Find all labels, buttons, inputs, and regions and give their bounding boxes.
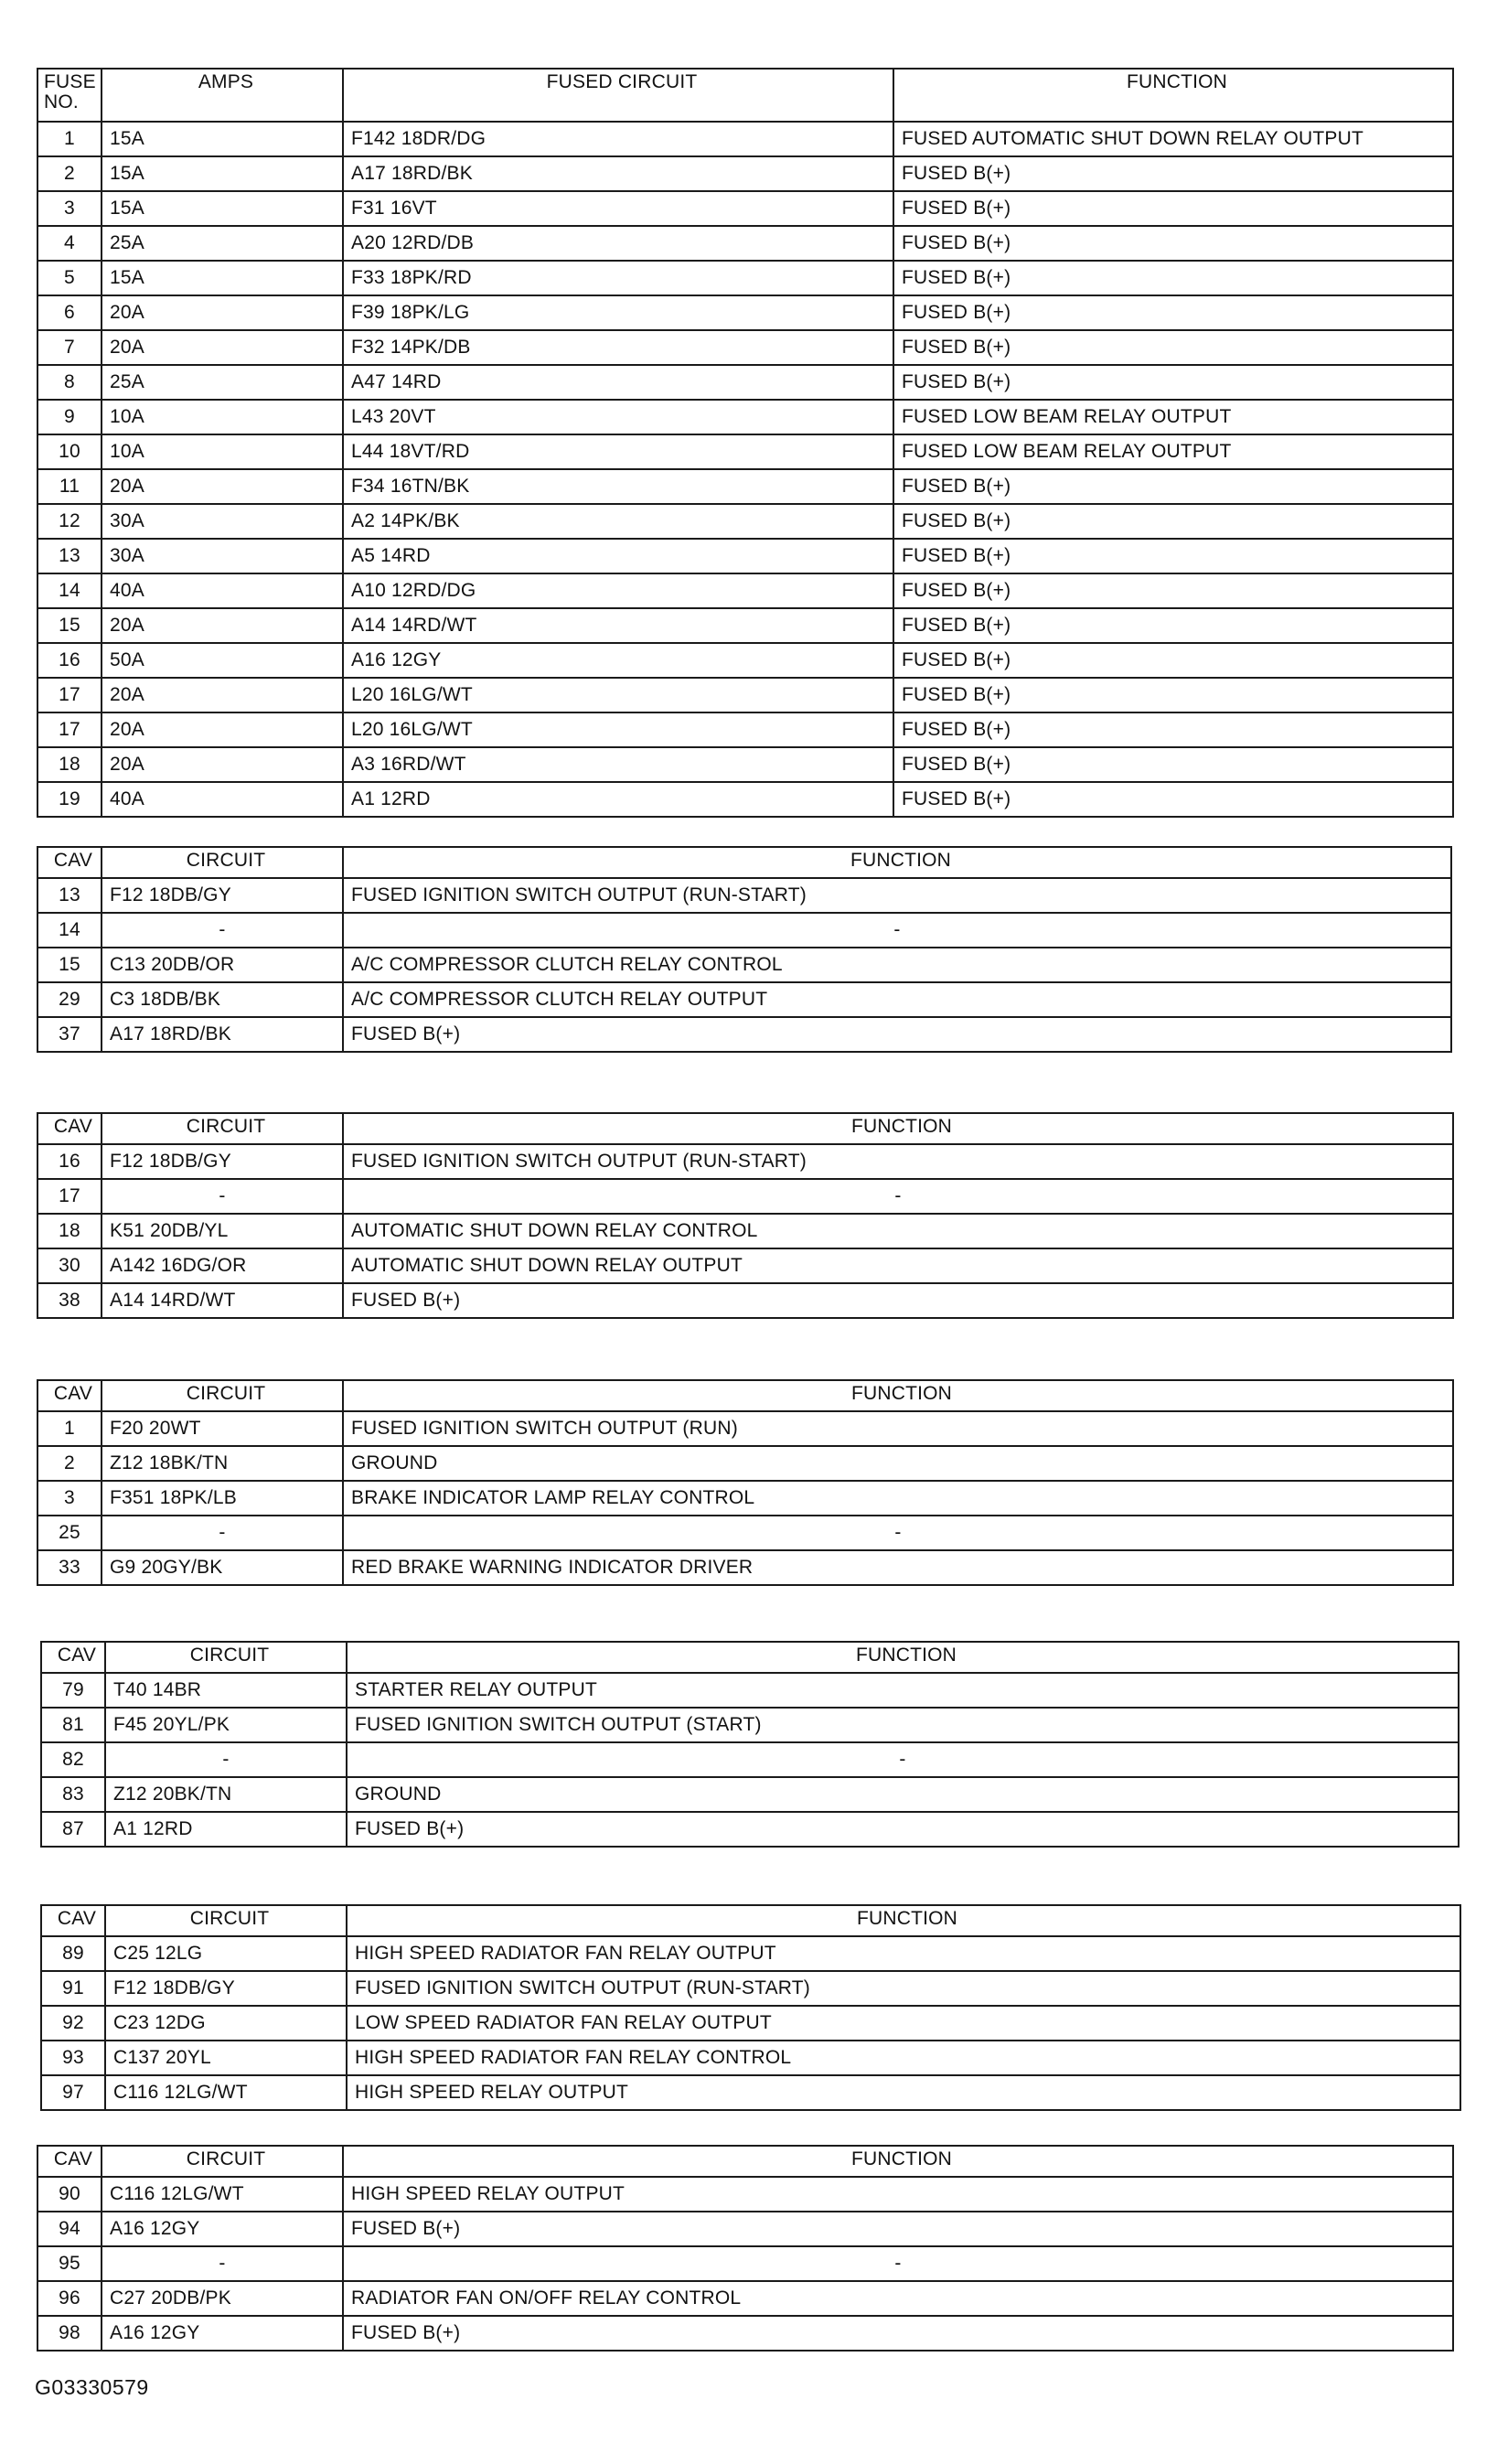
table-row — [37, 1283, 1453, 1318]
amps-value: 40A — [102, 782, 343, 817]
circuit-value: G9 20GY/BK — [102, 1550, 343, 1585]
function-value: STARTER RELAY OUTPUT — [347, 1673, 1459, 1708]
circuit-value: L44 18VT/RD — [343, 434, 893, 469]
fuse-number: 2 — [37, 156, 102, 191]
table-row — [37, 122, 1453, 156]
function-value: AUTOMATIC SHUT DOWN RELAY OUTPUT — [343, 1248, 1453, 1283]
cav-table-header-row — [37, 1380, 1453, 1411]
circuit-value: A20 12RD/DB — [343, 226, 893, 261]
circuit-value: F142 18DR/DG — [343, 122, 893, 156]
function-value: FUSED B(+) — [343, 1017, 1451, 1052]
circuit-value: A14 14RD/WT — [102, 1283, 343, 1318]
amps-value: 20A — [102, 330, 343, 365]
amps-value: 20A — [102, 608, 343, 643]
connector-table-3 — [37, 1379, 1454, 1586]
cav-number: 1 — [37, 1411, 102, 1446]
table-row — [37, 1179, 1453, 1214]
amps-value: 25A — [102, 365, 343, 400]
circuit-value: F12 18DB/GY — [102, 878, 343, 913]
amps-value: 20A — [102, 295, 343, 330]
circuit-value: F12 18DB/GY — [102, 1144, 343, 1179]
table-row — [37, 2246, 1453, 2281]
circuit-value: - — [105, 1742, 347, 1777]
cav-table-header-row — [37, 847, 1451, 878]
amps-header: AMPS — [102, 69, 343, 122]
cav-number: 17 — [37, 1179, 102, 1214]
cav-number: 13 — [37, 878, 102, 913]
circuit-value: A1 12RD — [343, 782, 893, 817]
cav-number: 90 — [37, 2177, 102, 2212]
function-value: FUSED B(+) — [893, 504, 1453, 539]
fuse-number: 3 — [37, 191, 102, 226]
amps-value: 10A — [102, 434, 343, 469]
table-row — [37, 261, 1453, 295]
function-value: - — [347, 1742, 1459, 1777]
circuit-value: F32 14PK/DB — [343, 330, 893, 365]
fuse-number: 15 — [37, 608, 102, 643]
circuit-value: A16 12GY — [102, 2212, 343, 2246]
function-value: FUSED B(+) — [893, 608, 1453, 643]
function-value: FUSED B(+) — [893, 712, 1453, 747]
table-row — [41, 1936, 1460, 1971]
circuit-value: K51 20DB/YL — [102, 1214, 343, 1248]
table-row — [37, 191, 1453, 226]
circuit-value: C27 20DB/PK — [102, 2281, 343, 2316]
function-value: HIGH SPEED RADIATOR FAN RELAY CONTROL — [347, 2041, 1460, 2075]
amps-value: 10A — [102, 400, 343, 434]
fuse-number: 10 — [37, 434, 102, 469]
fuse-number: 19 — [37, 782, 102, 817]
table-row — [37, 539, 1453, 573]
function-value: GROUND — [347, 1777, 1459, 1812]
cav-table-header-row — [41, 1905, 1460, 1936]
cav-header: CAV — [37, 1380, 102, 1411]
fuse-number: 14 — [37, 573, 102, 608]
table-row — [37, 469, 1453, 504]
table-row — [37, 1017, 1451, 1052]
amps-value: 20A — [102, 469, 343, 504]
function-value: A/C COMPRESSOR CLUTCH RELAY CONTROL — [343, 948, 1451, 982]
table-row — [37, 643, 1453, 678]
function-value: HIGH SPEED RELAY OUTPUT — [347, 2075, 1460, 2110]
circuit-value: C13 20DB/OR — [102, 948, 343, 982]
amps-value: 30A — [102, 504, 343, 539]
fuse-number: 6 — [37, 295, 102, 330]
function-value: A/C COMPRESSOR CLUTCH RELAY OUTPUT — [343, 982, 1451, 1017]
table-row — [37, 1550, 1453, 1585]
table-row — [41, 1971, 1460, 2006]
amps-value: 25A — [102, 226, 343, 261]
function-value: - — [343, 913, 1451, 948]
function-header: FUNCTION — [347, 1642, 1459, 1673]
function-value: FUSED B(+) — [343, 2212, 1453, 2246]
function-value: FUSED IGNITION SWITCH OUTPUT (RUN-START) — [343, 1144, 1453, 1179]
circuit-value: C23 12DG — [105, 2006, 347, 2041]
amps-value: 20A — [102, 712, 343, 747]
circuit-value: C137 20YL — [105, 2041, 347, 2075]
cav-number: 3 — [37, 1481, 102, 1516]
amps-value: 50A — [102, 643, 343, 678]
function-value: - — [343, 1179, 1453, 1214]
circuit-value: A3 16RD/WT — [343, 747, 893, 782]
fuse-number: 17 — [37, 678, 102, 712]
cav-number: 37 — [37, 1017, 102, 1052]
table-row — [37, 782, 1453, 817]
table-row — [37, 1214, 1453, 1248]
circuit-value: A10 12RD/DG — [343, 573, 893, 608]
circuit-value: F20 20WT — [102, 1411, 343, 1446]
cav-number: 15 — [37, 948, 102, 982]
function-value: FUSED B(+) — [893, 191, 1453, 226]
table-row — [41, 1708, 1459, 1742]
fuse-number: 7 — [37, 330, 102, 365]
cav-number: 93 — [41, 2041, 105, 2075]
table-row — [37, 2212, 1453, 2246]
circuit-value: A14 14RD/WT — [343, 608, 893, 643]
function-value: FUSED B(+) — [893, 365, 1453, 400]
circuit-header: CIRCUIT — [102, 1380, 343, 1411]
circuit-value: A16 12GY — [343, 643, 893, 678]
cav-header: CAV — [37, 847, 102, 878]
amps-value: 15A — [102, 156, 343, 191]
circuit-value: T40 14BR — [105, 1673, 347, 1708]
function-header: FUNCTION — [343, 1113, 1453, 1144]
function-value: LOW SPEED RADIATOR FAN RELAY OUTPUT — [347, 2006, 1460, 2041]
amps-value: 30A — [102, 539, 343, 573]
circuit-value: A16 12GY — [102, 2316, 343, 2351]
function-value: FUSED B(+) — [893, 539, 1453, 573]
function-value: FUSED B(+) — [893, 782, 1453, 817]
table-row — [37, 573, 1453, 608]
cav-number: 83 — [41, 1777, 105, 1812]
table-row — [41, 2006, 1460, 2041]
circuit-value: F31 16VT — [343, 191, 893, 226]
table-row — [41, 1812, 1459, 1847]
cav-number: 81 — [41, 1708, 105, 1742]
amps-value: 20A — [102, 678, 343, 712]
cav-number: 96 — [37, 2281, 102, 2316]
fuse-number: 8 — [37, 365, 102, 400]
table-row — [37, 330, 1453, 365]
function-value: RED BRAKE WARNING INDICATOR DRIVER — [343, 1550, 1453, 1585]
fuse-number: 18 — [37, 747, 102, 782]
cav-table-header-row — [37, 2146, 1453, 2177]
function-value: FUSED B(+) — [893, 295, 1453, 330]
function-value: FUSED B(+) — [893, 226, 1453, 261]
table-row — [41, 2041, 1460, 2075]
fuse-number: 16 — [37, 643, 102, 678]
circuit-value: F351 18PK/LB — [102, 1481, 343, 1516]
circuit-value: L20 16LG/WT — [343, 712, 893, 747]
connector-table-1 — [37, 846, 1452, 1053]
table-row — [41, 1742, 1459, 1777]
function-value: FUSED B(+) — [343, 1283, 1453, 1318]
cav-number: 18 — [37, 1214, 102, 1248]
amps-value: 15A — [102, 191, 343, 226]
circuit-value: A2 14PK/BK — [343, 504, 893, 539]
cav-number: 38 — [37, 1283, 102, 1318]
cav-number: 79 — [41, 1673, 105, 1708]
function-value: FUSED B(+) — [893, 678, 1453, 712]
table-row — [37, 948, 1451, 982]
circuit-value: A17 18RD/BK — [102, 1017, 343, 1052]
table-row — [37, 2316, 1453, 2351]
fuse-number: 17 — [37, 712, 102, 747]
circuit-header: CIRCUIT — [102, 1113, 343, 1144]
cav-number: 95 — [37, 2246, 102, 2281]
table-row — [37, 365, 1453, 400]
function-value: FUSED B(+) — [893, 573, 1453, 608]
table-row — [37, 913, 1451, 948]
table-row — [41, 1673, 1459, 1708]
circuit-value: A142 16DG/OR — [102, 1248, 343, 1283]
fuse-number: 5 — [37, 261, 102, 295]
function-header: FUNCTION — [343, 1380, 1453, 1411]
circuit-value: F34 16TN/BK — [343, 469, 893, 504]
table-row — [37, 1516, 1453, 1550]
cav-number: 16 — [37, 1144, 102, 1179]
table-row — [37, 400, 1453, 434]
function-value: FUSED IGNITION SWITCH OUTPUT (RUN-START) — [343, 878, 1451, 913]
table-row — [41, 2075, 1460, 2110]
amps-value: 15A — [102, 261, 343, 295]
table-row — [37, 712, 1453, 747]
circuit-value: A1 12RD — [105, 1812, 347, 1847]
function-value: FUSED IGNITION SWITCH OUTPUT (RUN-START) — [347, 1971, 1460, 2006]
table-row — [37, 1248, 1453, 1283]
cav-number: 89 — [41, 1936, 105, 1971]
function-value: FUSED AUTOMATIC SHUT DOWN RELAY OUTPUT — [893, 122, 1453, 156]
circuit-value: F45 20YL/PK — [105, 1708, 347, 1742]
function-header: FUNCTION — [343, 2146, 1453, 2177]
table-row — [37, 2281, 1453, 2316]
fuse-table-header-row — [37, 69, 1453, 122]
cav-number: 92 — [41, 2006, 105, 2041]
function-value: FUSED B(+) — [893, 330, 1453, 365]
cav-number: 87 — [41, 1812, 105, 1847]
circuit-value: C3 18DB/BK — [102, 982, 343, 1017]
cav-header: CAV — [41, 1905, 105, 1936]
fuse-number: 11 — [37, 469, 102, 504]
circuit-value: L20 16LG/WT — [343, 678, 893, 712]
circuit-value: C116 12LG/WT — [105, 2075, 347, 2110]
cav-number: 29 — [37, 982, 102, 1017]
cav-table-header-row — [37, 1113, 1453, 1144]
function-value: FUSED LOW BEAM RELAY OUTPUT — [893, 434, 1453, 469]
function-value: FUSED B(+) — [893, 261, 1453, 295]
function-value: HIGH SPEED RADIATOR FAN RELAY OUTPUT — [347, 1936, 1460, 1971]
table-row — [37, 608, 1453, 643]
cav-number: 2 — [37, 1446, 102, 1481]
cav-number: 30 — [37, 1248, 102, 1283]
function-value: FUSED B(+) — [343, 2316, 1453, 2351]
figure-id: G03330579 — [35, 2375, 149, 2399]
circuit-value: Z12 18BK/TN — [102, 1446, 343, 1481]
circuit-value: F12 18DB/GY — [105, 1971, 347, 2006]
circuit-value: A5 14RD — [343, 539, 893, 573]
cav-number: 98 — [37, 2316, 102, 2351]
table-row — [37, 1446, 1453, 1481]
function-value: BRAKE INDICATOR LAMP RELAY CONTROL — [343, 1481, 1453, 1516]
fuse-no-header: FUSE NO. — [37, 69, 102, 122]
fuse-number: 12 — [37, 504, 102, 539]
table-row — [37, 982, 1451, 1017]
function-value: GROUND — [343, 1446, 1453, 1481]
table-row — [37, 434, 1453, 469]
connector-table-4 — [40, 1641, 1460, 1848]
cav-table-header-row — [41, 1642, 1459, 1673]
circuit-header: CIRCUIT — [102, 2146, 343, 2177]
table-row — [41, 1777, 1459, 1812]
function-value: FUSED B(+) — [347, 1812, 1459, 1847]
connector-table-2 — [37, 1112, 1454, 1319]
cav-number: 33 — [37, 1550, 102, 1585]
cav-number: 94 — [37, 2212, 102, 2246]
fuse-number: 1 — [37, 122, 102, 156]
function-value: RADIATOR FAN ON/OFF RELAY CONTROL — [343, 2281, 1453, 2316]
fuse-number: 9 — [37, 400, 102, 434]
table-row — [37, 226, 1453, 261]
function-value: - — [343, 1516, 1453, 1550]
circuit-header: CIRCUIT — [105, 1905, 347, 1936]
function-value: FUSED IGNITION SWITCH OUTPUT (START) — [347, 1708, 1459, 1742]
cav-number: 91 — [41, 1971, 105, 2006]
function-header: FUNCTION — [347, 1905, 1460, 1936]
circuit-header: CIRCUIT — [105, 1642, 347, 1673]
table-row — [37, 504, 1453, 539]
table-row — [37, 747, 1453, 782]
circuit-header: CIRCUIT — [102, 847, 343, 878]
function-header: FUNCTION — [343, 847, 1451, 878]
fused-circuit-header: FUSED CIRCUIT — [343, 69, 893, 122]
function-value: FUSED LOW BEAM RELAY OUTPUT — [893, 400, 1453, 434]
table-row — [37, 295, 1453, 330]
circuit-value: A17 18RD/BK — [343, 156, 893, 191]
table-row — [37, 1411, 1453, 1446]
function-value: - — [343, 2246, 1453, 2281]
connector-table-6 — [37, 2145, 1454, 2352]
circuit-value: - — [102, 1179, 343, 1214]
cav-header: CAV — [37, 2146, 102, 2177]
circuit-value: - — [102, 2246, 343, 2281]
function-value: FUSED IGNITION SWITCH OUTPUT (RUN) — [343, 1411, 1453, 1446]
circuit-value: C116 12LG/WT — [102, 2177, 343, 2212]
circuit-value: A47 14RD — [343, 365, 893, 400]
table-row — [37, 878, 1451, 913]
function-header: FUNCTION — [893, 69, 1453, 122]
connector-table-5 — [40, 1904, 1461, 2111]
cav-header: CAV — [37, 1113, 102, 1144]
fuse-number: 4 — [37, 226, 102, 261]
cav-number: 82 — [41, 1742, 105, 1777]
circuit-value: - — [102, 913, 343, 948]
function-value: HIGH SPEED RELAY OUTPUT — [343, 2177, 1453, 2212]
table-row — [37, 156, 1453, 191]
amps-value: 20A — [102, 747, 343, 782]
function-value: FUSED B(+) — [893, 643, 1453, 678]
table-row — [37, 678, 1453, 712]
table-row — [37, 1144, 1453, 1179]
circuit-value: Z12 20BK/TN — [105, 1777, 347, 1812]
amps-value: 15A — [102, 122, 343, 156]
function-value: AUTOMATIC SHUT DOWN RELAY CONTROL — [343, 1214, 1453, 1248]
function-value: FUSED B(+) — [893, 156, 1453, 191]
function-value: FUSED B(+) — [893, 747, 1453, 782]
table-row — [37, 2177, 1453, 2212]
cav-number: 25 — [37, 1516, 102, 1550]
table-row — [37, 1481, 1453, 1516]
function-value: FUSED B(+) — [893, 469, 1453, 504]
amps-value: 40A — [102, 573, 343, 608]
cav-header: CAV — [41, 1642, 105, 1673]
cav-number: 14 — [37, 913, 102, 948]
circuit-value: C25 12LG — [105, 1936, 347, 1971]
circuit-value: F33 18PK/RD — [343, 261, 893, 295]
fuse-table — [37, 68, 1454, 818]
circuit-value: L43 20VT — [343, 400, 893, 434]
cav-number: 97 — [41, 2075, 105, 2110]
circuit-value: F39 18PK/LG — [343, 295, 893, 330]
circuit-value: - — [102, 1516, 343, 1550]
fuse-number: 13 — [37, 539, 102, 573]
